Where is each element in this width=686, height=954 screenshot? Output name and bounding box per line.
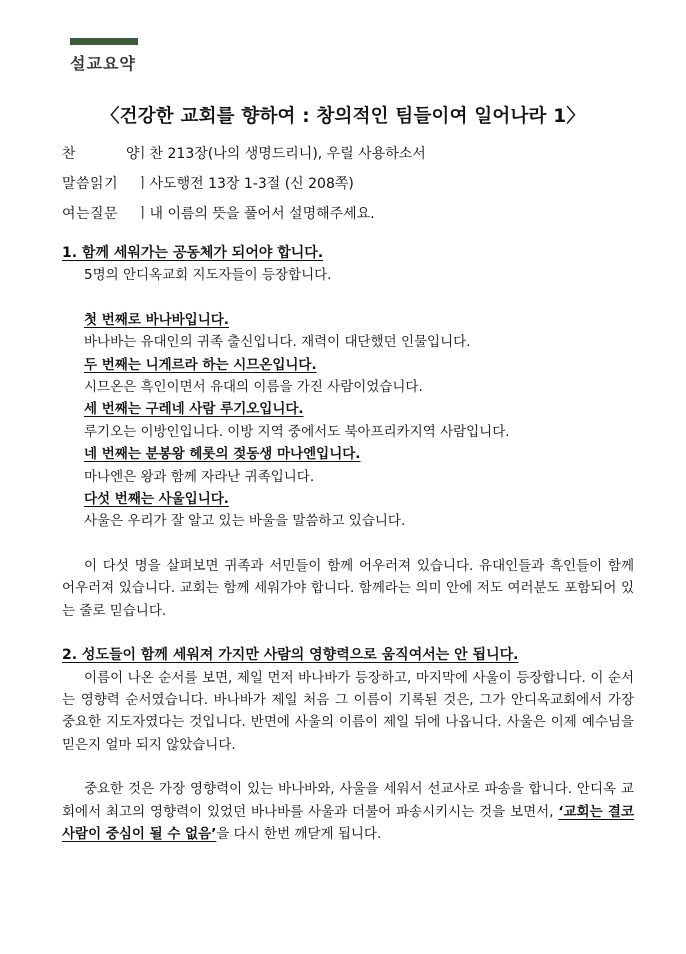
- header-accent-bar: [70, 38, 138, 45]
- person5-desc: 사울은 우리가 잘 알고 있는 바울을 말씀하고 있습니다.: [84, 513, 406, 530]
- sermon-body: [62, 242, 634, 845]
- section2-paragraph-1: 이름이 나온 순서를 보면, 제일 먼저 바나바가 등장하고, 마지막에 사울이 등장합니다. 이 순서는 영향력 순서였습니다. 바나바가 제일 처음 그 이름이 기록된 것은, 그가 안디옥교회에서 가장 중요한 지도자였다는 것입니다. 반면에 사울의 이름이 제일 뒤에 나옵니다. 사울은 이제 예수님을 믿은지 얼마 되지 않았습니다.: [62, 669, 634, 753]
- info-value-hymn: ㅣ찬 213장(나의 생명드리니), 우릴 사용하소서: [136, 146, 426, 162]
- person5-heading: 다섯 번째는 사울입니다.: [84, 491, 229, 508]
- info-row-question: [62, 203, 375, 223]
- section1-summary: 이 다섯 명을 살펴보면 귀족과 서민들이 함께 어우러져 있습니다. 유대인들과 흑인들이 함께 어우러져 있습니다. 교회는 함께 세워가야 합니다. 함께라는 의미 안에 저도 여러분도 포함되어 있는 줄로 믿습니다.: [62, 557, 634, 619]
- info-key-reading: 말씀읽기: [62, 176, 119, 192]
- header-label: 설교요약: [70, 54, 136, 73]
- person2-heading: 두 번째는 니게르라 하는 시므온입니다.: [84, 356, 317, 373]
- person1-heading: 첫 번째로 바나바입니다.: [84, 311, 229, 328]
- info-key-question: 여는질문: [62, 206, 119, 222]
- person4-heading: 네 번째는 분봉왕 헤롯의 젖동생 마나엔입니다.: [84, 446, 361, 463]
- para2-text-before: 중요한 것은 가장 영향력이 있는 바나바와, 사울을 세워서 선교사로 파송을 합니다. 안디옥 교회에서 최고의 영향력이 있었던 바나바를 사울과 더불어 파송시키시는 것을 보면서,: [62, 781, 634, 820]
- info-value-question: ㅣ내 이름의 뜻을 풀어서 설명해주세요.: [136, 206, 375, 222]
- section2-heading: 2. 성도들이 함께 세워져 가지만 사람의 영향력으로 움직여서는 안 됩니다.: [62, 647, 519, 664]
- info-key-hymn: 찬 양: [62, 146, 163, 162]
- person3-heading: 세 번째는 구레네 사람 루기오입니다.: [84, 401, 304, 418]
- info-row-hymn: [62, 143, 426, 163]
- info-value-reading: ㅣ사도행전 13장 1-3절 (신 208쪽): [136, 176, 354, 192]
- person2-desc: 시므온은 흑인이면서 유대의 이름을 가진 사람이었습니다.: [84, 379, 423, 396]
- section1-intro: 5명의 안디옥교회 지도자들이 등장합니다.: [84, 267, 332, 284]
- section1-heading: 1. 함께 세워가는 공동체가 되어야 합니다.: [62, 245, 324, 261]
- person1-desc: 바나바는 유대인의 귀족 출신입니다. 재력이 대단했던 인물입니다.: [84, 334, 471, 351]
- sermon-title: 〈건강한 교회를 향하여 : 창의적인 팀들이여 일어나라 1〉: [100, 106, 586, 127]
- para2-emphasis: ‘교회는 결코 사람이 중심이 될 수 없음’: [62, 803, 634, 842]
- para2-text-after: 을 다시 한번 깨닫게 됩니다.: [216, 825, 382, 842]
- section2-paragraph-2: [62, 778, 634, 845]
- info-row-reading: [62, 173, 354, 193]
- header: [70, 38, 138, 74]
- person3-desc: 루기오는 이방인입니다. 이방 지역 중에서도 북아프리카지역 사람입니다.: [84, 423, 510, 440]
- person4-desc: 마나엔은 왕과 함께 자라난 귀족입니다.: [84, 468, 315, 485]
